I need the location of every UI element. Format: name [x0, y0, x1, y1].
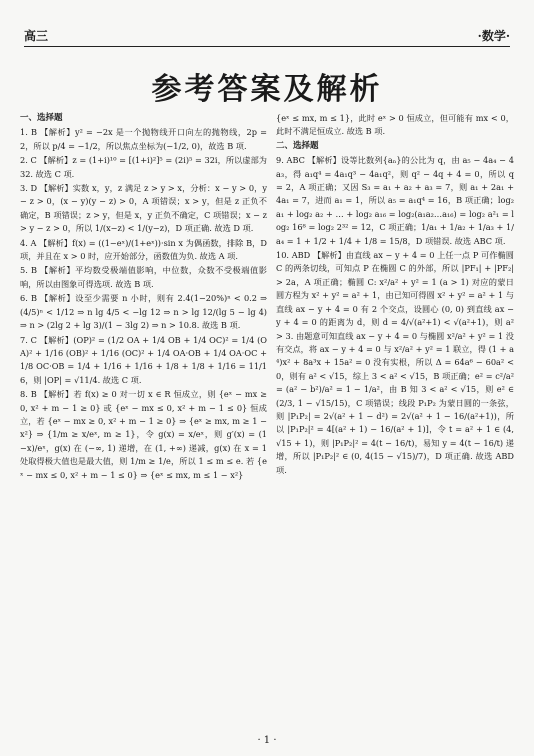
answer-paragraph: 8. B 【解析】若 f(x) ≥ 0 对一切 x ∈ R 恒成立，则 {eˣ − mx ≥ 0, x² + m − 1 ≥ 0} 或 {eˣ − mx ≤ 0, x² + m − 1 ≤ 0} 恒成立，若 {eˣ − mx ≥ 0, x² + m − 1 ≥ 0} ⇒ {eˣ ≥ mx, m ≥ 1 − x²} ⇒ {1/m ≥ x/eˣ, m ≥ 1}，令 g(x) = x/eˣ，则 g′(x) = (1−x)/eˣ，g(x) 在 (−∞, 1) 递增，在 (1, +∞) 递减，g(x) 在 x = 1 处取得极大值也是最大值，则 1/m ≥ 1/e，所以 1 ≤ m ≤ e. 若 {eˣ − mx ≤ 0, x² + m − 1 ≤ 0} ⇒ {eˣ ≤ mx, m ≤ 1 − x²}: [20, 389, 267, 480]
page-number: · 1 ·: [257, 735, 277, 746]
section-heading: 一、选择题: [20, 113, 63, 123]
answer-paragraph: 9. ABC 【解析】设等比数列{aₙ}的公比为 q，由 a₅ − 4a₄ − 4a₃，得 a₁q⁴ = 4a₁q³ − 4a₁q²，则 q² − 4q + 4 = 0，所以 q = 2，A 项正确；又因 S₃ = a₁ + a₂ + a₃ = 7，则 a₁ + 2a₁ + 4a₁ = 7，进而 a₁ = 1，所以 a₅ = a₁q⁴ = 16，B 项正确；log₂ a₁ + log₂ a₂ + … + log₂ a₁₆ = log₂(a₁a₂…a₁₆) = log₂ a²₁ = log₂ 16⁸ = log₂ 2³² = 12，C 项正确；1/a₁ + 1/a₂ + 1/a₃ + 1/a₄ = 1 + 1/2 + 1/4 + 1/8 = 15/8，D 项错误. 故选 ABC 项.: [276, 155, 514, 246]
grade-label: 高三: [24, 28, 49, 43]
section-heading: 二、选择题: [276, 140, 319, 151]
answer-paragraph: 5. B 【解析】平均数受极端值影响，中位数，众数不受极端值影响，所以由图象可得选项. 故选 B 项.: [20, 265, 267, 289]
answer-paragraph: 6. B 【解析】设至少需要 n 小时，则有 2.4(1−20%)ⁿ < 0.2 ⇒ (4/5)ⁿ < 1/12 ⇒ n lg 4/5 < −lg 12 ⇒ n > lg 12/(lg 5 − lg 4) ⇒ n > (2lg 2 + lg 3)/(1 − 3lg 2) ⇒ n > 10.8. 故选 B 项.: [20, 293, 267, 331]
answer-paragraph: 7. C 【解析】(OP)² = (1/2 OA + 1/4 OB + 1/4 OC)² = 1/4 (OA)² + 1/16 (OB)² + 1/16 (OC)² + 1/4 OA·OB + 1/4 OA·OC + 1/8 OC·OB = 1/4 + 1/16 + 1/16 + 1/8 + 1/8 + 1/16 = 11/16，则 |OP| = √11/4. 故选 C 项.: [20, 334, 267, 385]
answer-paragraph: 10. ABD 【解析】由直线 ax − y + 4 = 0 上任一点 P 可作椭圆 C 的两条切线，可知点 P 在椭圆 C 的外部，所以 |PF₁| + |PF₂| > 2a，A 项正确；椭圆 C: x²/a² + y² = 1 (a > 1) 对应的蒙日圆方程为 x² + y² = a² + 1，由已知可得圆 x² + y² = a² + 1 与直线 ax − y + 4 = 0 有 2 个交点，设圆心 (0, 0) 到直线 ax − y + 4 = 0 的距离为 d，则 d = 4/√(a²+1) < √(a²+1)，则 a² > 3. 由题意可知直线 ax − y + 4 = 0 与椭圆 x²/a² + y² = 1 没有交点，将 ax − y + 4 = 0 与 x²/a² + y² = 1 联立，得 (1 + a⁴)x² + 8a³x + 15a² = 0 没有实根，所以 Δ = 64a⁶ − 60a² < 0，则有 a² < √15，综上 3 < a² < √15，B 项正确；e² = c²/a² = (a² − b²)/a² = 1 − 1/a²，由 B 知 3 < a² < √15，则 e² ∈ (2/3, 1 − √15/15)，C 项错误；线段 P₁P₂ 为蒙日圆的一条弦，则 |P₁P₂| = 2√(a² + 1 − d²) = 2√(a² + 1 − 16/(a²+1))，所以 |P₁P₂|² = 4[(a² + 1) − 16/(a² + 1)]，令 t = a² + 1 ∈ (4, √15 + 1)，则 |P₁P₂|² = 4(t − 16/t)，易知 y = 4(t − 16/t) 递增，所以 |P₁P₂|² ∈ (0, 4(15 − √15)/7)，D 项正确. 故选 ABD 项.: [276, 250, 514, 475]
answer-paragraph: {eˣ ≤ mx, m ≤ 1}，此时 eˣ > 0 恒成立，但可能有 mx < 0，此时不满足恒成立. 故选 B 项.: [276, 113, 514, 137]
left-column: [20, 112, 267, 483]
answer-paragraph: 4. A 【解析】f(x) = ((1−eˣ)/(1+eˣ))·sin x 为偶函数，排除 B，D 项，并且在 x > 0 时，应开始部分，函数值为负. 故选 A 项.: [20, 237, 267, 262]
header-divider: [24, 46, 510, 47]
answer-paragraph: 2. C 【解析】z = (1+i)¹⁰ = [(1+i)²]⁵ = (2i)⁵ = 32i，所以虚部为 32. 故选 C 项.: [20, 155, 267, 179]
right-column: [276, 112, 514, 478]
page-header: [24, 26, 510, 44]
page-title: 参考答案及解析: [151, 72, 383, 107]
answer-paragraph: 3. D 【解析】实数 x，y，z 满足 z > y > x，分析：x − y > 0，y − z > 0，(x − y)(y − z) > 0，A 项错误；x > y，但是 z 正负不确定，B 项错误；z > y，但是 x，y 正负不确定，C 项错误；x − z > y − z > 0，所以 1/(x−z) < 1/(y−z)，D 项正确. 故选 D 项.: [20, 183, 267, 234]
subject-label: ·数学·: [477, 28, 510, 43]
answer-paragraph: 1. B 【解析】y² = −2x 是一个抛物线开口向左的抛物线，2p = 2，所以 p/4 = −1/2，所以焦点坐标为(−1/2, 0)，故选 B 项.: [20, 127, 267, 151]
